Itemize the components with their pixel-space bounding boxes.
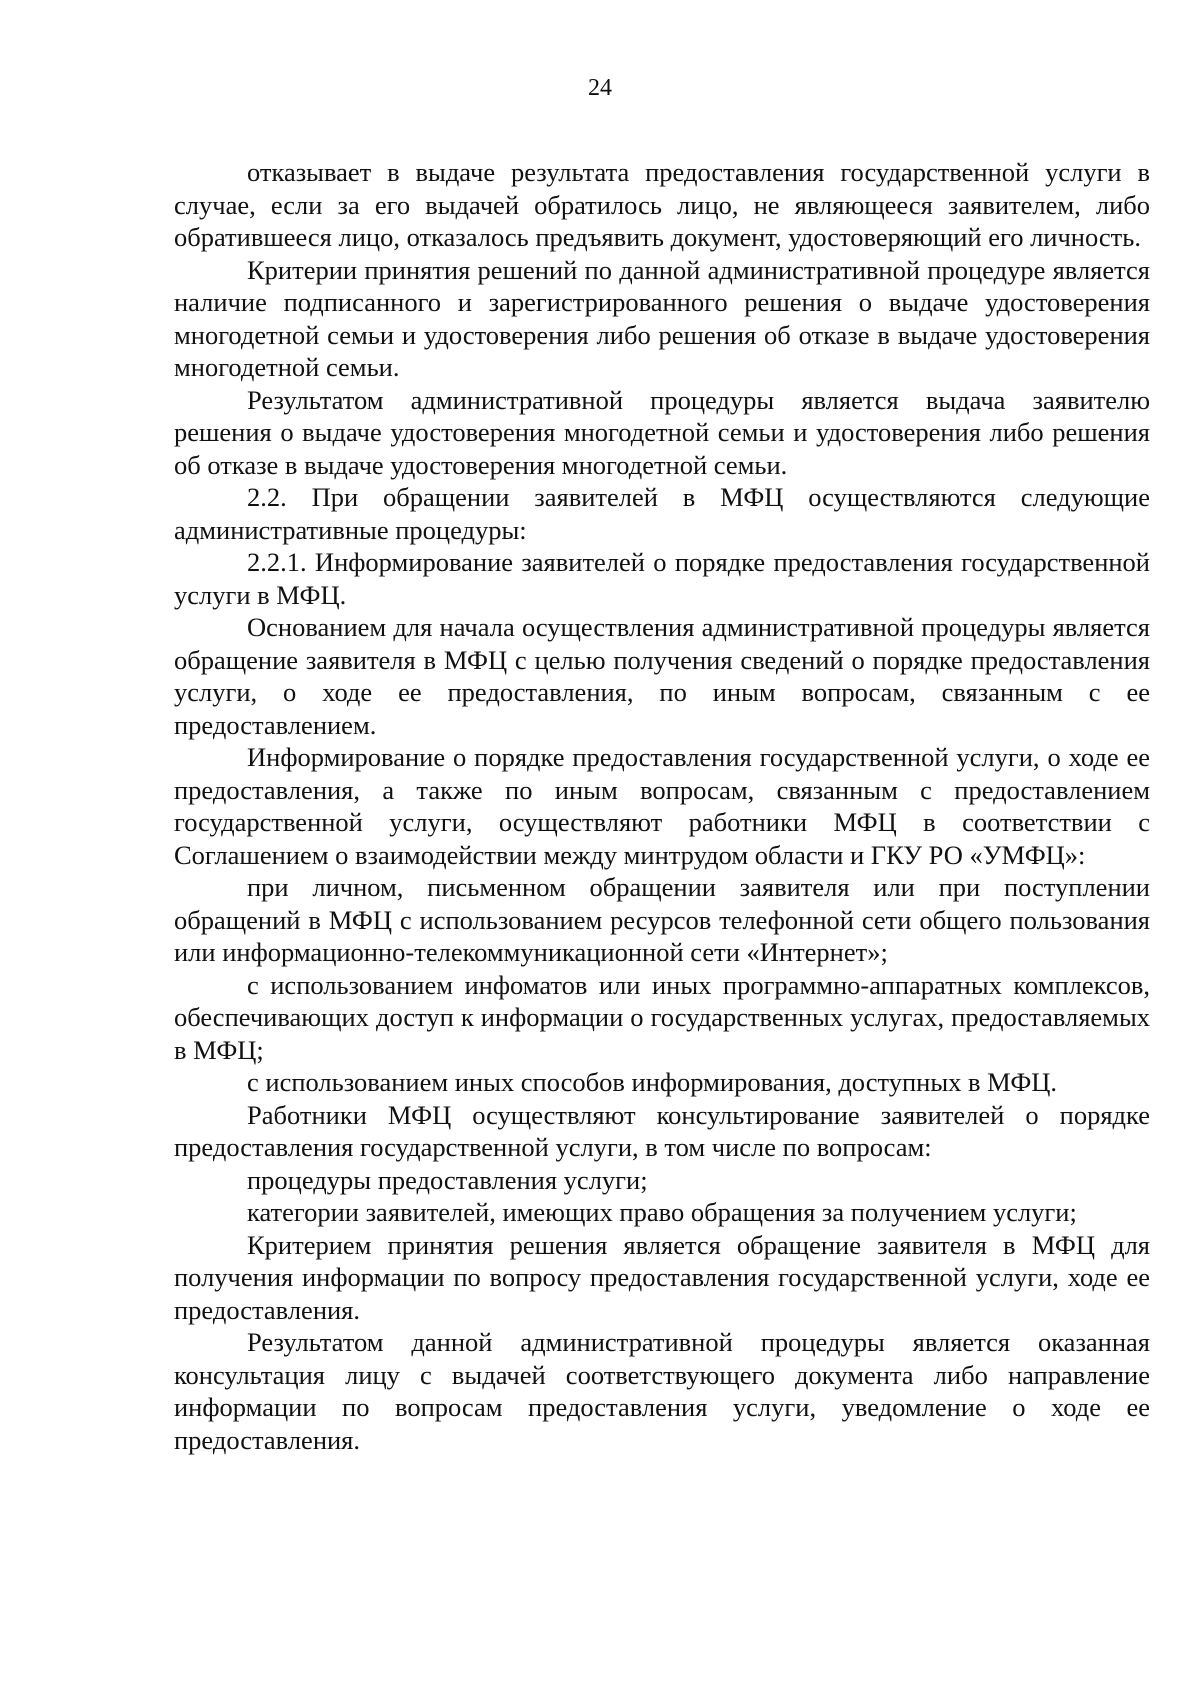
paragraph-infomats: с использованием инфоматов или иных программно-аппаратных комплексов, обеспечивающих доступ к информации о государственных услугах, предоставляемых в МФЦ;: [174, 969, 1150, 1065]
paragraph-consulting: Работники МФЦ осуществляют консультирование заявителей о порядке предоставления государственной услуги, в том числе по вопросам:: [174, 1099, 1150, 1162]
paragraph-informing-workers: Информирование о порядке предоставления государственной услуги, о ходе ее предоставления, а также по иным вопросам, связанным с предоставлением государственной услуги, осуществляют работники МФЦ в соответствии с Соглашением о взаимодействии между минтрудом области и ГКУ РО «УМФЦ»:: [174, 742, 1150, 870]
paragraph-section-2-2: 2.2. При обращении заявителей в МФЦ осуществляются следующие административные процедуры:: [174, 482, 1150, 545]
page-number: 24: [588, 75, 612, 101]
paragraph-topic-categories: категории заявителей, имеющих право обращения за получением услуги;: [247, 1197, 1077, 1227]
paragraph-personal-request: при личном, письменном обращении заявителя или при поступлении обращений в МФЦ с использованием ресурсов телефонной сети общего пользования или информационно-телекоммуникационной сети «Интернет»;: [174, 872, 1150, 967]
paragraph-other-methods: с использованием иных способов информирования, доступных в МФЦ.: [247, 1067, 1058, 1097]
paragraph-consulting-result: Результатом данной административной процедуры является оказанная консультация лицу с выдачей соответствующего документа либо направление информации по вопросам предоставления услуги, уведомление о ходе ее предоставления.: [174, 1327, 1150, 1455]
paragraph-procedure-result: Результатом административной процедуры является выдача заявителю решения о выдаче удостоверения многодетной семьи и удостоверения либо решения об отказе в выдаче удостоверения многодетной семьи.: [174, 384, 1150, 480]
paragraph-decision-criteria: Критерии принятия решений по данной административной процедуре является наличие подписанного и зарегистрированного решения о выдаче удостоверения многодетной семьи и удостоверения либо решения об отказе в выдаче удостоверения многодетной семьи.: [174, 254, 1150, 382]
paragraph-section-2-2-1: 2.2.1. Информирование заявителей о порядке предоставления государственной услуги в МФЦ.: [174, 547, 1150, 610]
paragraph-refusal-continuation: отказывает в выдаче результата предоставления государственной услуги в случае, если за его выдачей обратилось лицо, не являющееся заявителем, либо обратившееся лицо, отказалось предъявить документ, удостоверяющий его личность.: [174, 157, 1150, 252]
paragraph-procedure-basis: Основанием для начала осуществления административной процедуры является обращение заявителя в МФЦ с целью получения сведений о порядке предоставления услуги, о ходе ее предоставления, по иным вопросам, связанным с ее предоставлением.: [174, 612, 1150, 740]
paragraph-consulting-criteria: Критерием принятия решения является обращение заявителя в МФЦ для получения информации по вопросу предоставления государственной услуги, ходе ее предоставления.: [174, 1229, 1150, 1325]
document-body: [174, 156, 1150, 1456]
paragraph-topic-procedures: процедуры предоставления услуги;: [247, 1164, 648, 1195]
